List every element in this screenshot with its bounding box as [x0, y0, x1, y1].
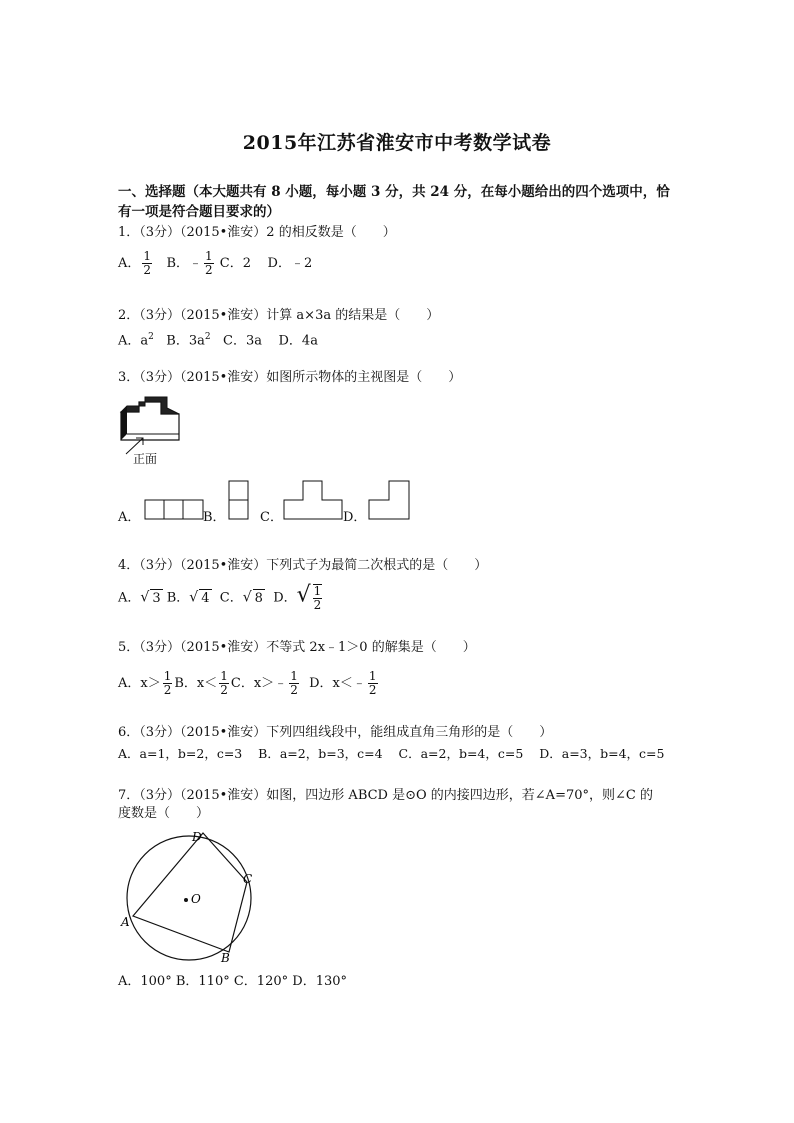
q4-option-b-radicand: 4	[201, 590, 210, 606]
q6-option-b: B．a=2，b=3，c=4	[258, 746, 383, 761]
q5-option-b: B．x＜	[174, 676, 218, 691]
q7-option-d: D．130°	[292, 974, 348, 989]
q2-option-d: D．4a	[278, 333, 318, 349]
q7-label-b: B	[221, 951, 230, 965]
page-title: 2015年江苏省淮安市中考数学试卷	[242, 132, 552, 154]
section-header-line1: 一、选择题（本大题共有 8 小题，每小题 3 分，共 24 分，在每小题给出的四个选项中，恰	[118, 184, 670, 200]
q4-option-a-radicand: 3	[152, 590, 161, 606]
q4-option-c: C．	[219, 590, 243, 606]
q7-circle-figure	[118, 830, 268, 970]
q6-option-a: A．a=1，b=2，c=3	[118, 746, 243, 761]
fraction-numerator: 1	[368, 669, 377, 683]
question-7-stem-continued: 度数是（ ）	[118, 806, 210, 821]
question-1-options	[118, 250, 312, 277]
question-6-stem: 6．（3分）（2015•淮安）下列四组线段中，能组成直角三角形的是（ ）	[118, 725, 553, 740]
q7-label-a: A	[121, 915, 130, 929]
fraction-denominator: 2	[143, 263, 152, 277]
q7-option-c: C．120°	[233, 974, 289, 989]
question-4-options: A．√ 3 B．√ 4 C．√ 8 D．√ $\frac{1}{2}$	[118, 582, 322, 612]
q2-option-b-exponent: 2	[204, 332, 211, 342]
fraction-numerator: 1	[143, 249, 152, 263]
q6-option-d: D．a=3，b=4，c=5	[539, 746, 665, 761]
q3-option-b: B．	[203, 510, 226, 525]
fraction-denominator: 2	[205, 263, 213, 277]
q1-option-a-prefix: A．	[118, 256, 141, 271]
q3-option-a-view	[144, 499, 204, 521]
question-7-stem: 7．（3分）（2015•淮安）如图，四边形 ABCD 是⊙O 的内接四边形，若∠A=70°，则∠C 的	[118, 788, 653, 803]
q1-option-b-fraction	[204, 250, 214, 277]
fraction-denominator: 2	[290, 683, 298, 697]
q5-option-d: D．x＜﹣	[309, 676, 366, 691]
fraction-numerator: 1	[290, 669, 298, 683]
q5-option-a: A．x＞	[118, 676, 161, 691]
q6-option-c: C．a=2，b=4，c=5	[398, 746, 524, 761]
q2-option-c: C．3a	[223, 333, 262, 349]
fraction-denominator: 2	[313, 598, 322, 612]
fraction-numerator: 1	[205, 249, 213, 263]
q5-option-c: C．x＞﹣	[230, 676, 288, 691]
q7-label-c: C	[243, 872, 253, 886]
q4-option-a: A．	[118, 590, 141, 606]
question-6-options	[118, 745, 664, 763]
q3-option-a: A．	[118, 510, 141, 525]
q1-option-a-fraction	[142, 250, 152, 277]
q5-option-b-fraction	[219, 670, 229, 697]
fraction-denominator: 2	[368, 683, 377, 697]
q2-option-b: B．3a	[166, 333, 205, 349]
fraction-numerator: 1	[163, 669, 172, 683]
q1-option-c: C．2	[219, 256, 251, 271]
q7-label-o: O	[191, 892, 201, 906]
q3-option-c: C．	[260, 510, 283, 525]
question-4-stem: 4．（3分）（2015•淮安）下列式子为最简二次根式的是（ ）	[118, 558, 488, 573]
q3-figure-label: 正面	[133, 452, 158, 466]
q7-label-d: D	[192, 830, 202, 844]
fraction-numerator: 1	[220, 669, 228, 683]
q4-option-d-fraction	[313, 584, 323, 612]
q3-option-d-view	[368, 480, 412, 520]
q3-option-b-view	[228, 480, 250, 520]
q5-option-a-fraction	[163, 670, 173, 697]
q5-option-c-fraction	[289, 670, 299, 697]
q3-option-c-view	[283, 480, 345, 520]
question-2-stem: 2．（3分）（2015•淮安）计算 a×3a 的结果是（ ）	[118, 308, 440, 323]
q4-option-b: B．	[166, 590, 190, 606]
q5-option-d-fraction	[368, 670, 378, 697]
question-7-options	[118, 973, 347, 991]
q7-option-b: B．110°	[175, 974, 230, 989]
question-1-stem: 1．（3分）（2015•淮安）2 的相反数是（ ）	[118, 225, 396, 240]
fraction-denominator: 2	[220, 683, 228, 697]
question-2-options	[118, 328, 318, 350]
q2-option-a: A．a	[118, 333, 149, 349]
question-5-options	[118, 670, 380, 697]
q4-option-c-radicand: 8	[254, 590, 263, 606]
q4-option-d: D．	[273, 590, 297, 606]
fraction-numerator: 1	[313, 584, 322, 598]
question-3-stem: 3．（3分）（2015•淮安）如图所示物体的主视图是（ ）	[118, 370, 462, 385]
q2-option-a-exponent: 2	[148, 332, 154, 342]
q1-option-d: D．﹣2	[267, 256, 313, 271]
q7-option-a: A．100°	[118, 974, 172, 989]
q3-option-d: D．	[343, 510, 367, 525]
question-5-stem: 5．（3分）（2015•淮安）不等式 2x﹣1＞0 的解集是（ ）	[118, 640, 476, 655]
section-header-line2: 有一项是符合题目要求的）	[118, 204, 280, 220]
q1-option-b-prefix: B．﹣	[166, 256, 202, 271]
fraction-denominator: 2	[163, 683, 172, 697]
